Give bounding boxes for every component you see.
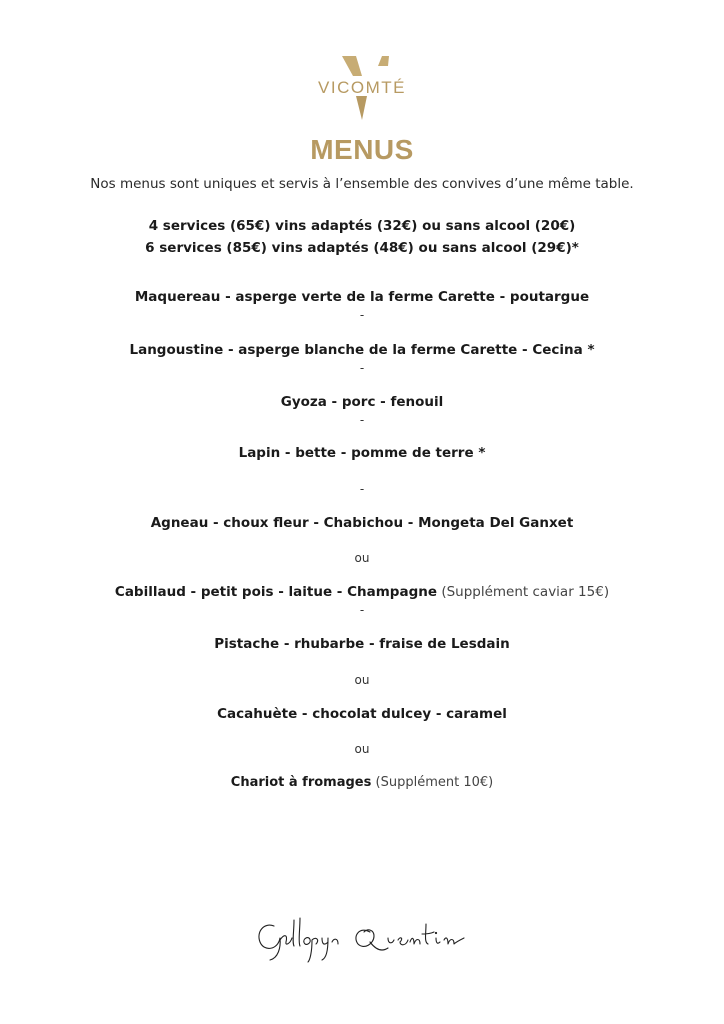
course-text: Gyoza - porc - fenouil <box>280 394 444 410</box>
course-text: Agneau - choux fleur - Chabichou - Mongeta Del Ganxet <box>150 515 574 531</box>
brand-name: VICOMTÉ <box>318 78 406 97</box>
or-label: ou <box>354 742 370 756</box>
course-agneau <box>0 515 724 531</box>
course-cabillaud <box>0 584 724 600</box>
course-langoustine <box>0 342 724 358</box>
course-lapin <box>0 445 724 461</box>
menu-subtitle: Nos menus sont uniques et servis à l’ensemble des convives d’une même table. <box>90 176 634 192</box>
supplement-note: (Supplément caviar 15€) <box>441 584 610 600</box>
course-text: Pistache - rhubarbe - fraise de Lesdain <box>214 636 510 652</box>
course-separator: - <box>359 413 365 427</box>
page-title: MENUS <box>310 134 414 165</box>
signature-icon <box>250 912 474 964</box>
dessert-cacahuete <box>0 706 724 722</box>
course-separator: - <box>359 308 365 322</box>
course-separator: - <box>359 603 365 617</box>
course-text: Langoustine - asperge blanche de la ferme Carette - Cecina * <box>129 342 595 358</box>
course-text: Lapin - bette - pomme de terre * <box>238 445 486 461</box>
course-text: Chariot à fromages <box>230 775 372 790</box>
course-separator: - <box>359 482 365 496</box>
dessert-fromages <box>0 775 724 790</box>
course-gyoza <box>0 394 724 410</box>
course-text: Cacahuète - chocolat dulcey - caramel <box>217 706 507 722</box>
chef-signature <box>250 912 474 964</box>
brand-logo <box>0 52 724 128</box>
course-separator: - <box>359 361 365 375</box>
course-maquereau <box>0 289 724 305</box>
course-text: Cabillaud - petit pois - laitue - Champagne <box>114 584 438 600</box>
dessert-pistache <box>0 636 724 652</box>
or-label: ou <box>354 551 370 565</box>
or-label: ou <box>354 673 370 687</box>
supplement-note: (Supplément 10€) <box>375 775 494 790</box>
price-line-4-services: 4 services (65€) vins adaptés (32€) ou sans alcool (20€) <box>148 218 576 234</box>
course-text: Maquereau - asperge verte de la ferme Carette - poutargue <box>134 289 590 305</box>
price-line-6-services: 6 services (85€) vins adaptés (48€) ou sans alcool (29€)* <box>145 240 579 256</box>
